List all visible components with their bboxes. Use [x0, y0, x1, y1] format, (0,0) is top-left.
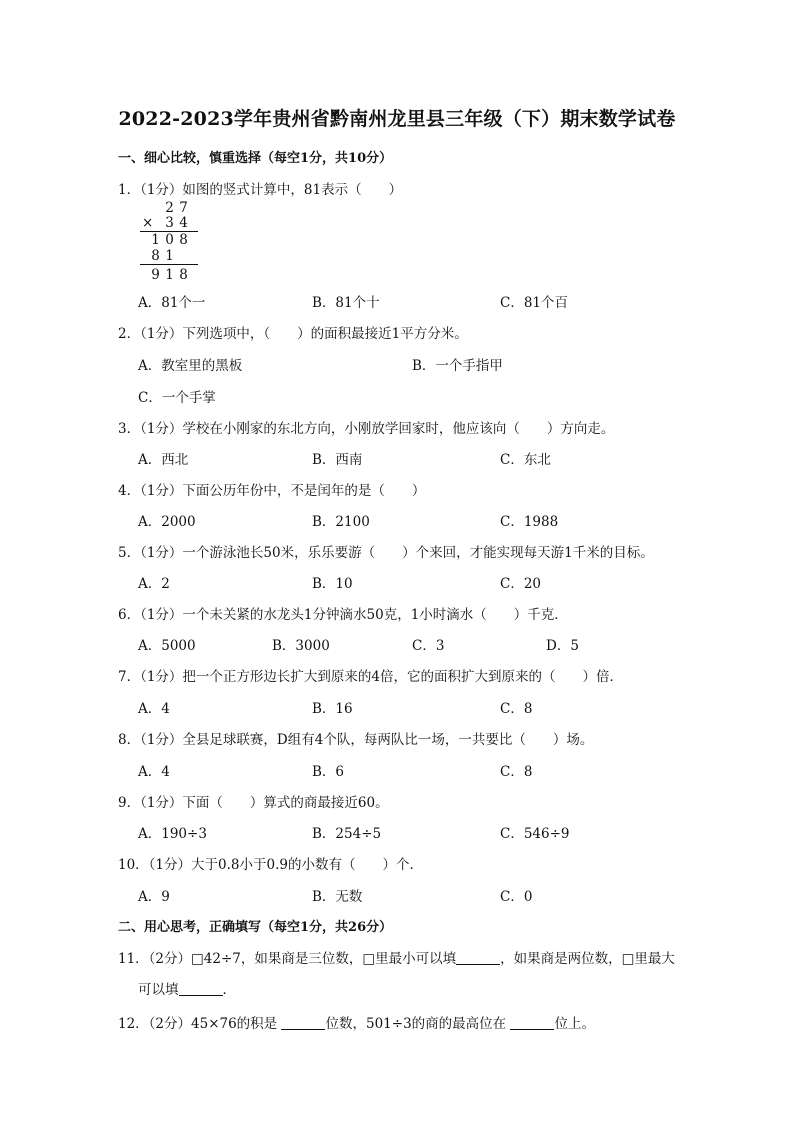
option: C．1988: [500, 514, 559, 530]
question-12-text-3: 位上。: [554, 1016, 595, 1032]
option: B．3000: [272, 638, 330, 654]
answer-blank: [510, 1015, 554, 1030]
digit: 8: [179, 232, 188, 248]
option: A．2000: [138, 514, 196, 530]
question-7: 7．（1分）把一个正方形边长扩大到原来的4倍，它的面积扩大到原来的（ ）倍．: [118, 669, 624, 685]
section-heading-choice: 一、细心比较，慎重选择（每空1分，共10分）: [118, 151, 393, 166]
option: B．81个十: [312, 295, 380, 311]
option: B．10: [312, 576, 353, 592]
question-10: 10．（1分）大于0.8小于0.9的小数有（ ）个．: [118, 857, 423, 873]
question-12-text-2: 位数，501÷3的商的最高位在: [325, 1016, 511, 1032]
option: A．西北: [138, 452, 189, 468]
question-9: 9．（1分）下面（ ）算式的商最接近60。: [118, 795, 389, 811]
question-11-text-4: ．: [222, 982, 236, 998]
digit: 8: [151, 248, 160, 264]
digit: 3: [165, 215, 174, 231]
page-title: 2022-2023学年贵州省黔南州龙里县三年级（下）期末数学试卷: [118, 108, 676, 130]
mult-row-3: [140, 232, 200, 248]
digit: 8: [179, 267, 188, 283]
mult-row-1: [140, 200, 200, 216]
answer-blank: [179, 981, 223, 996]
digit: 4: [179, 215, 188, 231]
mult-row-2: [140, 215, 200, 231]
option: B．一个手指甲: [412, 358, 503, 374]
question-4: 4．（1分）下面公历年份中，不是闰年的是（ ）: [118, 483, 426, 499]
option: B．2100: [312, 514, 370, 530]
digit: 7: [179, 200, 188, 216]
option: B．254÷5: [312, 826, 382, 842]
question-11-text-2: ，如果商是两位数，□里最大: [500, 951, 675, 967]
option: A．4: [138, 764, 170, 780]
option: B．6: [312, 764, 345, 780]
vertical-multiplication: [140, 198, 200, 288]
question-6: 6．（1分）一个未关紧的水龙头1分钟滴水50克，1小时滴水（ ）千克．: [118, 607, 568, 623]
option: C．546÷9: [500, 826, 570, 842]
answer-blank: [456, 950, 500, 965]
option: A．5000: [138, 638, 196, 654]
option: A．9: [138, 889, 170, 905]
answer-blank: [281, 1015, 325, 1030]
digit: 1: [165, 248, 174, 264]
option: A．2: [138, 576, 170, 592]
digit: 0: [165, 232, 174, 248]
question-2: 2．（1分）下列选项中，（ ）的面积最接近1平方分米。: [118, 326, 468, 342]
option: A．190÷3: [138, 826, 207, 842]
question-3: 3．（1分）学校在小刚家的东北方向，小刚放学回家时，他应该向（ ）方向走。: [118, 421, 615, 437]
mult-row-4: [140, 248, 200, 264]
option: D．5: [546, 638, 579, 654]
option: C．8: [500, 764, 533, 780]
digit: 2: [165, 200, 174, 216]
mult-line-2: [140, 264, 198, 265]
option: A．81个一: [138, 295, 206, 311]
option: C．20: [500, 576, 542, 592]
option: B．西南: [312, 452, 363, 468]
digit: 1: [165, 267, 174, 283]
option: C．一个手掌: [138, 390, 216, 406]
digit: 9: [151, 267, 160, 283]
question-12: [118, 1012, 595, 1032]
question-11-text: 11．（2分）□42÷7，如果商是三位数，□里最小可以填: [118, 951, 457, 967]
question-12-text: 12．（2分）45×76的积是: [118, 1016, 282, 1032]
times-sign: ×: [142, 215, 154, 231]
digit: 1: [151, 232, 160, 248]
question-11: [118, 947, 675, 967]
question-8: 8．（1分）全县足球联赛，D组有4个队，每两队比一场，一共要比（ ）场。: [118, 732, 594, 748]
option: A．教室里的黑板: [138, 358, 243, 374]
question-1: 1．（1分）如图的竖式计算中，81表示（ ）: [118, 182, 403, 198]
mult-row-5: [140, 267, 200, 283]
question-11-text-3: 可以填: [138, 982, 179, 998]
option: B．16: [312, 701, 353, 717]
question-11-line-2: [138, 978, 236, 998]
option: C．81个百: [500, 295, 569, 311]
option: C．东北: [500, 452, 551, 468]
option: C．3: [412, 638, 445, 654]
question-5: 5．（1分）一个游泳池长50米，乐乐要游（ ）个来回，才能实现每天游1千米的目标。: [118, 545, 654, 561]
section-heading-fill: 二、用心思考，正确填写（每空1分，共26分）: [118, 920, 393, 935]
option: A．4: [138, 701, 170, 717]
option: C．0: [500, 889, 533, 905]
option: B．无数: [312, 889, 363, 905]
option: C．8: [500, 701, 533, 717]
